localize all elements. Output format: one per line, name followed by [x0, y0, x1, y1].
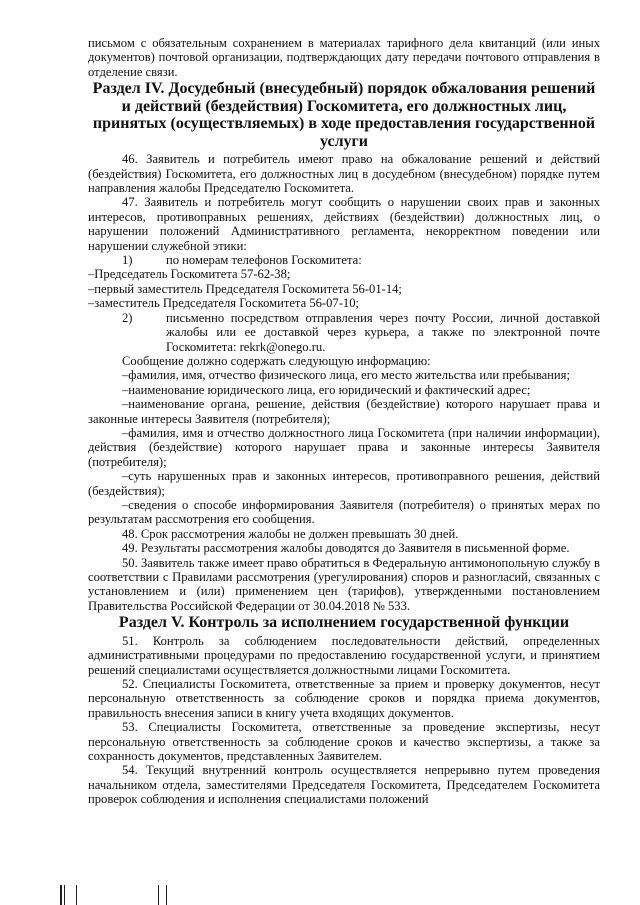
message-content-intro: Сообщение должно содержать следующую информацию: — [122, 353, 431, 368]
paragraph-52: 52. Специалисты Госкомитета, ответственные за прием и проверку документов, несут персональную ответственность за соблюдение сроков и порядка приема документов, правильность внесения записи в книгу учета входящих документов. — [88, 676, 600, 720]
paragraph-54: 54. Текущий внутренний контроль осуществляется непрерывно путем проведения начальником отдела, заместителями Председателя Госкомитета, Председателем Госкомитета проверок соблюдения и исполнения специалистами положений — [88, 763, 600, 807]
list-item-text: по номерам телефонов Госкомитета: — [166, 253, 362, 268]
list-item-text: письменно посредством отправления через почту России, личной доставкой жалобы или ее доставкой через курьера, а также по электронной почте Госкомитета: rekrk@onego.ru. — [166, 310, 600, 354]
phone-line: –первый заместитель Председателя Госкомитета 56-01-14; — [88, 281, 402, 296]
scan-mark — [76, 885, 77, 905]
paragraph-46: 46. Заявитель и потребитель имеют право на обжалование решений и действий (бездействия) Госкомитета, его должностных лиц в досудебном (внесудебном) порядке путем направления жалобы Председателю Госкомитета. — [88, 152, 600, 196]
content-item: –наименование юридического лица, его юридический и фактический адрес; — [122, 382, 531, 397]
list-number: 2) — [122, 310, 133, 325]
content-item: –фамилия, имя и отчество должностного лица Госкомитета (при наличии информации), действия (бездействие) которого нарушает права и законные интересы Заявителя (потребителя); — [88, 425, 600, 469]
phone-line: –заместитель Председателя Госкомитета 56-07-10; — [88, 296, 359, 311]
paragraph-51: 51. Контроль за соблюдением последовательности действий, определенных административными процедурами по предоставлению государственной услуги, и принятием решений специалистами осуществляется должностными лицами Госкомитета. — [88, 633, 600, 677]
section-5-heading: Раздел V. Контроль за исполнением государственной функции — [118, 614, 570, 632]
content-item: –наименование органа, решение, действия (бездействие) которого нарушает права и законные интересы Заявителя (потребителя); — [88, 397, 600, 426]
list-number: 1) — [122, 253, 133, 268]
content-item: –фамилия, имя, отчество физического лица, его место жительства или пребывания; — [122, 368, 570, 383]
scan-mark — [64, 885, 65, 905]
content-item: –суть нарушенных прав и законных интересов, противоправного решения, действий (бездействия); — [88, 469, 600, 498]
scan-mark — [158, 885, 159, 905]
paragraph-50: 50. Заявитель также имеет право обратиться в Федеральную антимонопольную службу в соответствии с Правилами рассмотрения (урегулирования) споров и разногласий, связанных с установлением и (или) применением цен (тарифов), утвержденными постановлением Правительства Российской Федерации от 30.04.2018 № 533. — [88, 555, 600, 613]
scan-mark — [60, 885, 62, 905]
scan-mark — [166, 885, 167, 905]
document-body — [88, 36, 600, 807]
paragraph-continuation: письмом с обязательным сохранением в материалах тарифного дела квитанций (или иных документов) почтовой организации, подтверждающих дату передачи почтового отправления в отделение связи. — [88, 36, 600, 79]
paragraph-53: 53. Специалисты Госкомитета, ответственные за проведение экспертизы, несут персональную ответственность за соблюдение сроков и качество экспертизы, а также за сохранность документов, представленных Заявителем. — [88, 720, 600, 763]
paragraph-49: 49. Результаты рассмотрения жалобы доводятся до Заявителя в письменной форме. — [122, 541, 570, 556]
list-item-mail — [88, 311, 600, 354]
content-item: –сведения о способе информирования Заявителя (потребителя) о принятых мерах по результатам рассмотрения его сообщения. — [88, 497, 600, 527]
phone-line: –Председатель Госкомитета 57-62-38; — [88, 267, 291, 282]
list-item-phones — [88, 253, 600, 267]
paragraph-47: 47. Заявитель и потребитель могут сообщить о нарушении своих прав и законных интересов, противоправных решениях, действиях (бездействии) должностных лиц, о нарушении положений Административного регламента, некорректном поведении или нарушении служебной этики: — [88, 195, 600, 253]
section-4-heading: Раздел IV. Досудебный (внесудебный) порядок обжалования решений и действий (бездействия) Госкомитета, его должностных лиц, принятых (осуществляемых) в ходе предоставления государственной услуги — [92, 80, 596, 150]
paragraph-48: 48. Срок рассмотрения жалобы не должен превышать 30 дней. — [122, 526, 459, 541]
